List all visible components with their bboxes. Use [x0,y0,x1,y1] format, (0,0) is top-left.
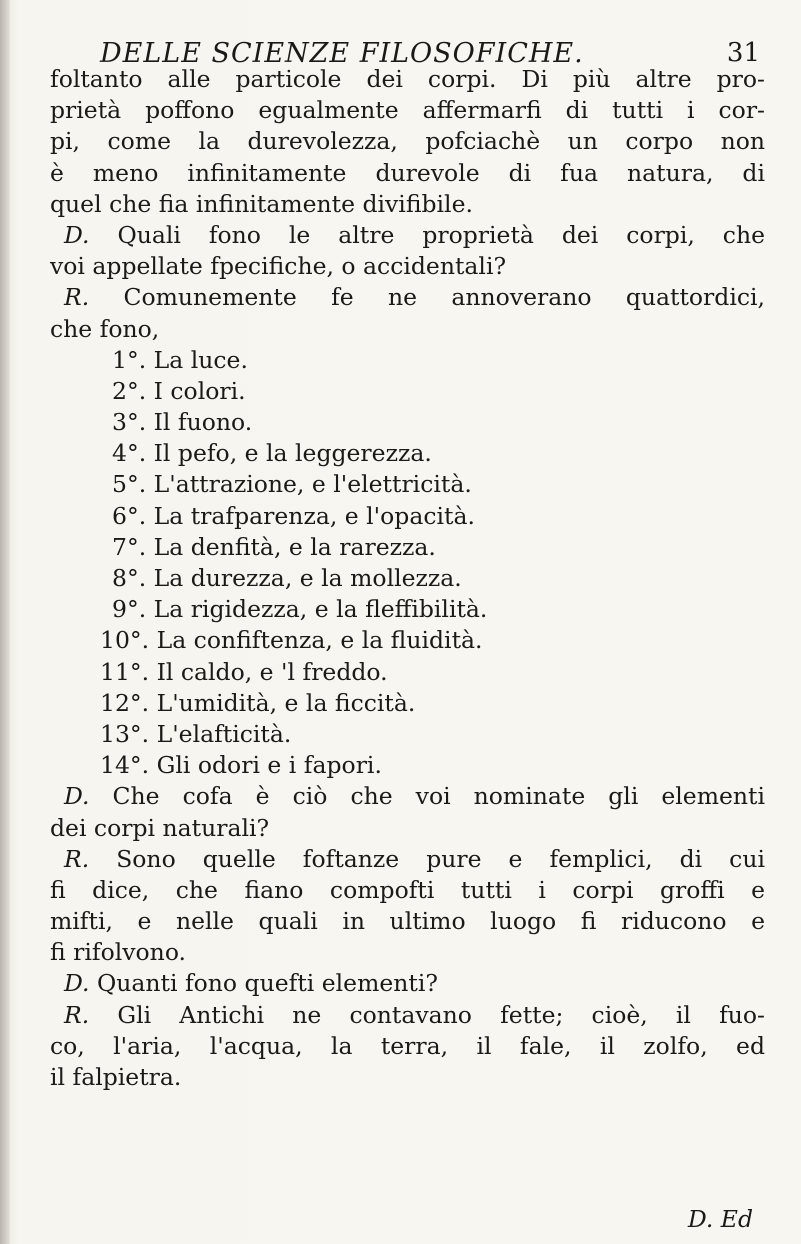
answer-line: il falpietra. [50,1063,182,1091]
list-item: 14°. Gli odori e i fapori. [100,751,382,780]
body-text [50,64,765,1233]
speaker-label: R. [64,1000,90,1029]
list-item: 13°. L'elafticità. [100,719,292,748]
catchword: D. Ed [687,1205,753,1233]
list-item: 2°. I colori. [112,376,246,405]
answer-line [50,844,765,875]
text-line: prietà poffono egualmente affermarfi di tutti i cor- [50,96,765,125]
answer-text: Sono quelle foftanze pure e femplici, di cui [116,844,765,873]
answer-line [50,282,765,313]
answer-text: Gli Antichi ne contavano fette; cioè, il fuo- [117,1000,765,1029]
question-line [50,220,765,251]
running-title: DELLE SCIENZE FILOSOFICHE. [100,38,584,69]
page-number: 31 [726,38,760,68]
list-item: 10°. La confiftenza, e la fluidità. [100,626,483,655]
page-gutter [0,0,10,1244]
list-item: 1°. La luce. [112,345,248,374]
question-line [50,968,765,999]
question-line [50,781,765,812]
speaker-label: D. [64,782,90,811]
list-item: 5°. L'attrazione, e l'elettricità. [112,470,472,499]
text-line: è meno infinitamente durevole di fua natura, di [50,158,765,187]
speaker-label: R. [64,844,90,873]
text-line: pi, come la durevolezza, pofciachè un corpo non [50,127,765,156]
question-line: dei corpi naturali? [50,813,270,842]
answer-line: co, l'aria, l'acqua, la terra, il fale, il zolfo, ed [50,1031,765,1060]
answer-text: Comunemente fe ne annoverano quattordici, [123,283,765,312]
speaker-label: D. [64,220,90,249]
answer-line: che fono, [50,314,160,343]
speaker-label: D. [64,969,90,998]
list-item: 4°. Il pefo, e la leggerezza. [112,439,432,468]
list-item: 9°. La rigidezza, e la fleffibilità. [112,595,488,624]
question-text: Quali fono le altre proprietà dei corpi, che [117,220,765,249]
list-item: 11°. Il caldo, e 'l freddo. [100,657,388,686]
answer-line: fi dice, che fiano compofti tutti i corpi groffi e [50,875,765,904]
speaker-label: R. [64,283,90,312]
answer-line [50,1000,765,1031]
answer-line: mifti, e nelle quali in ultimo luogo fi riducono e [50,907,765,936]
question-text: Che cofa è ciò che voi nominate gli elementi [112,782,765,811]
text-line: quel che fia infinitamente divifibile. [50,189,473,218]
text-line: foltanto alle particole dei corpi. Di più altre pro- [50,65,765,93]
list-item: 7°. La denfità, e la rarezza. [112,532,436,561]
answer-line: fi rifolvono. [50,938,187,967]
question-text: Quanti fono quefti elementi? [96,969,438,998]
list-item: 6°. La trafparenza, e l'opacità. [112,501,475,530]
list-item: 12°. L'umidità, e la ficcità. [100,688,416,717]
list-item: 8°. La durezza, e la mollezza. [112,564,462,592]
list-item: 3°. Il fuono. [112,408,253,437]
page-footer [50,1204,765,1238]
question-line: voi appellate fpecifiche, o accidentali? [50,252,507,281]
